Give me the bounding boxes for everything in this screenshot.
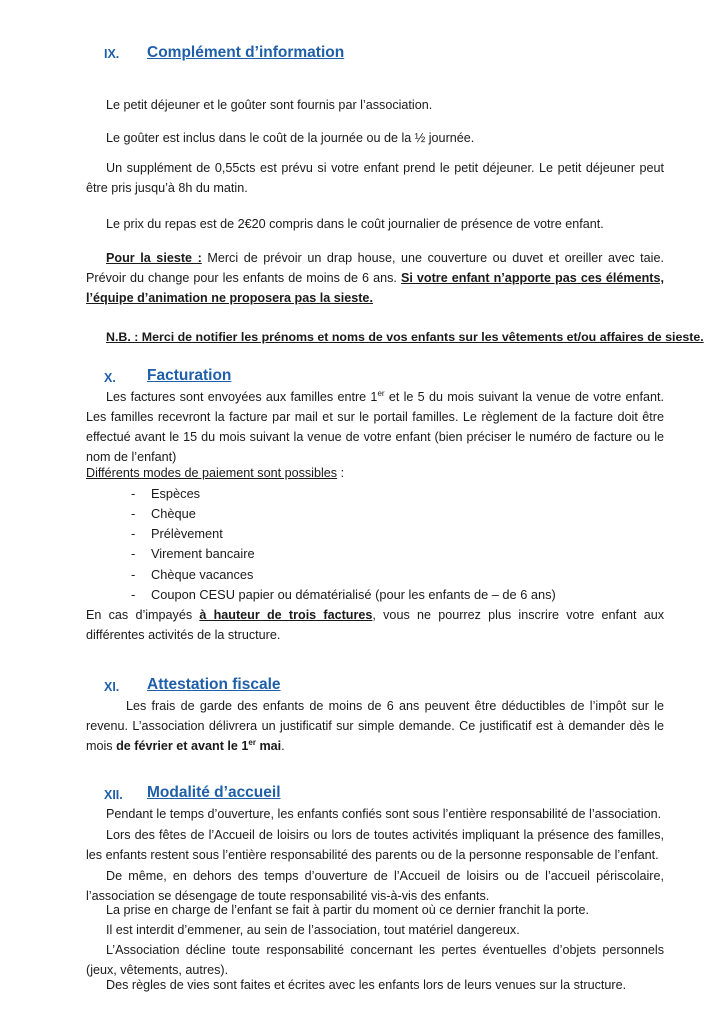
section-number: IX. xyxy=(104,47,120,61)
list-item xyxy=(131,504,631,524)
bullet: - xyxy=(131,587,136,602)
section-title: Facturation xyxy=(147,367,232,384)
payment-modes-heading: Différents modes de paiement sont possibles xyxy=(86,466,338,480)
payment-modes-label xyxy=(86,463,344,483)
paragraph: Le petit déjeuner et le goûter sont fournis par l’association. xyxy=(106,98,433,112)
list-item xyxy=(131,585,651,605)
section-title: Attestation fiscale xyxy=(147,676,281,693)
list-item-text: Chèque vacances xyxy=(151,567,254,582)
bullet: - xyxy=(131,506,136,521)
paragraph: Un supplément de 0,55cts est prévu si votre enfant prend le petit déjeuner. Le petit déjeuner peut être pris jusqu’à 8h du matin. xyxy=(86,161,664,195)
text-run: , vous ne pourrez plus inscrire votre enfant aux différentes activités de la structure. xyxy=(86,608,664,642)
list-item-text: Coupon CESU papier ou dématérialisé (pour les enfants de – de 6 ans) xyxy=(151,587,556,602)
superscript: er xyxy=(377,389,385,398)
bullet: - xyxy=(131,567,136,582)
bullet: - xyxy=(131,486,136,501)
bullet: - xyxy=(131,546,136,561)
sieste-paragraph xyxy=(86,248,664,308)
sieste-text: Merci de prévoir un drap house, une couverture ou duvet et oreiller avec taie. Prévoir du change pour les enfants de moins de 6 ans. xyxy=(86,251,664,285)
list-item-text: Chèque xyxy=(151,506,196,521)
text-run: et le 5 du mois suivant la venue de votre enfant. Les familles recevront la facture par mail et sur le portail familles. Le règlement de la facture doit être effectué avant le 15 du mois suivant la venue de votre enfant (bien préciser le numéro de facture ou le nom de l’enfant) xyxy=(86,390,665,464)
list-item xyxy=(131,484,631,504)
section-number: XI. xyxy=(104,680,120,694)
impayes-paragraph xyxy=(86,605,664,645)
text-run: Les factures sont envoyées aux familles entre 1 xyxy=(106,390,378,404)
list-item xyxy=(131,565,631,585)
paragraph: Des règles de vies sont faites et écrites avec les enfants lors de leurs venues sur la structure. xyxy=(106,978,627,992)
sieste-label: Pour la sieste : xyxy=(106,251,202,265)
bullet: - xyxy=(131,526,136,541)
sieste-warning: Si votre enfant n’apporte pas ces éléments, l’équipe d’animation ne proposera pas la sieste. xyxy=(86,271,664,305)
section-title: Complément d’information xyxy=(147,44,345,61)
list-item-text: Prélèvement xyxy=(151,526,223,541)
section-number: XII. xyxy=(104,788,123,802)
paragraph: La prise en charge de l’enfant se fait à partir du moment où ce dernier franchit la porte. xyxy=(106,903,590,917)
emphasis: mai xyxy=(255,739,282,753)
superscript: er xyxy=(248,738,256,747)
paragraph: Il est interdit d’emmener, au sein de l’association, tout matériel dangereux. xyxy=(106,923,520,937)
nb-note: N.B. : Merci de notifier les prénoms et noms de vos enfants sur les vêtements et/ou affaires de sieste. xyxy=(106,330,704,344)
paragraph: Le prix du repas est de 2€20 compris dans le coût journalier de présence de votre enfant. xyxy=(106,217,604,231)
text-run: . xyxy=(281,739,285,753)
list-item xyxy=(131,524,631,544)
emphasis: à hauteur de trois factures xyxy=(199,608,373,622)
paragraph: Pendant le temps d’ouverture, les enfants confiés sont sous l’entière responsabilité de l’association. xyxy=(106,807,662,821)
list-item xyxy=(131,544,631,564)
section-title: Modalité d’accueil xyxy=(147,784,281,801)
text-run: : xyxy=(337,466,345,480)
paragraph: De même, en dehors des temps d’ouverture de l’Accueil de loisirs ou de l’accueil périscolaire, l’association se désengage de toute responsabilité vis-à-vis des enfants. xyxy=(86,869,664,903)
list-item-text: Espèces xyxy=(151,486,201,501)
attestation-paragraph xyxy=(86,696,664,756)
paragraph: Lors des fêtes de l’Accueil de loisirs ou lors de toutes activités impliquant la présence des familles, les enfants restent sous l’entière responsabilité des parents ou de la personne responsable de l’enfant. xyxy=(86,828,664,862)
section-number: X. xyxy=(104,371,116,385)
facturation-paragraph xyxy=(86,387,664,467)
text-run: Les frais de garde des enfants de moins de 6 ans peuvent être déductibles de l’impôt sur le revenu. L’association délivrera un justificatif sur simple demande. Ce justificatif est à demander dès le mois xyxy=(86,699,664,753)
emphasis: de février et avant le 1 xyxy=(116,739,249,753)
paragraph: Le goûter est inclus dans le coût de la journée ou de la ½ journée. xyxy=(106,131,475,145)
text-run: En cas d’impayés xyxy=(86,608,200,622)
list-item-text: Virement bancaire xyxy=(151,546,255,561)
paragraph: L’Association décline toute responsabilité concernant les pertes éventuelles d’objets personnels (jeux, vêtements, autres). xyxy=(86,943,664,977)
